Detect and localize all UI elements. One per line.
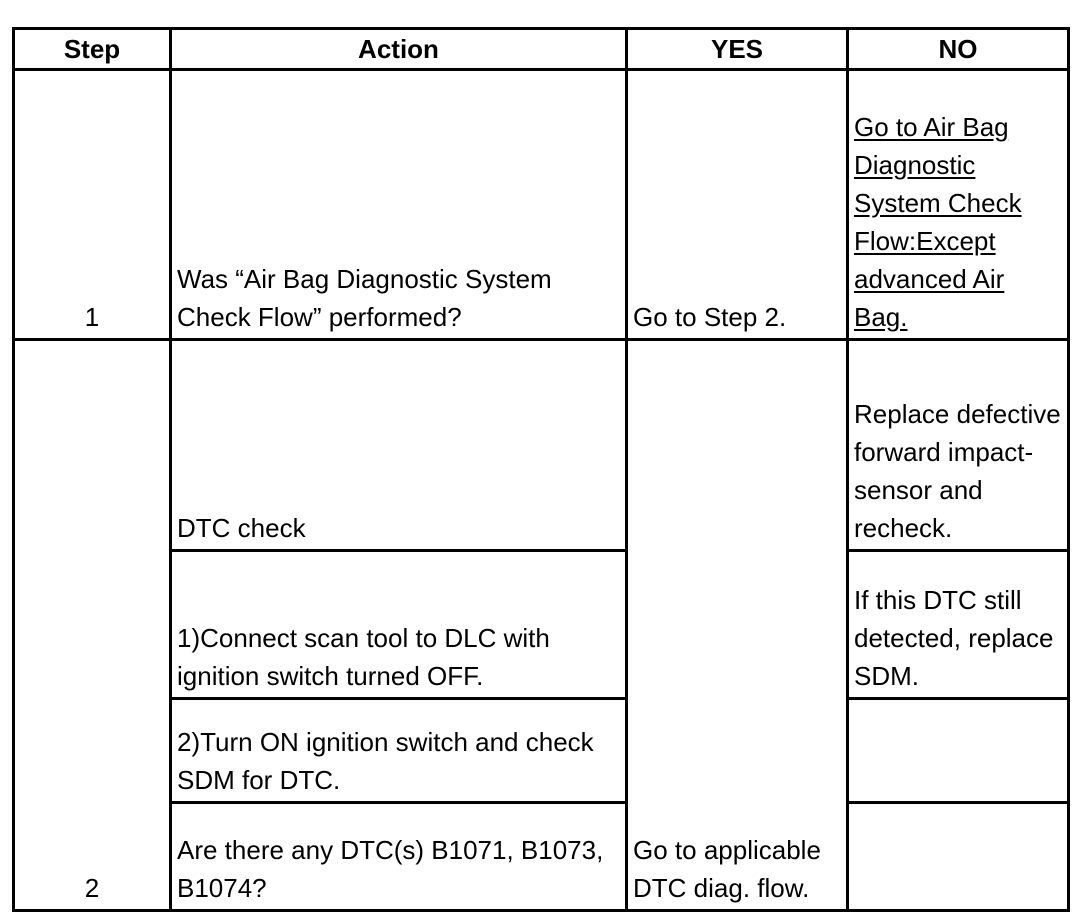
diagnostic-table xyxy=(12,27,1070,912)
no-cell xyxy=(848,699,1069,803)
table-row xyxy=(14,340,1069,551)
yes-cell: Go to applicable DTC diag. flow. xyxy=(627,340,848,911)
table-row xyxy=(14,551,1069,699)
no-cell: If this DTC still detected, replace SDM. xyxy=(848,551,1069,699)
step-number: 2 xyxy=(14,340,171,911)
header-no: NO xyxy=(848,29,1069,70)
action-cell: 2)Turn ON ignition switch and check SDM for DTC. xyxy=(171,699,627,803)
no-cell[interactable] xyxy=(848,70,1069,340)
table-row xyxy=(14,70,1069,340)
yes-cell: Go to Step 2. xyxy=(627,70,848,340)
header-step: Step xyxy=(14,29,171,70)
action-cell: Was “Air Bag Diagnostic System Check Flow” performed? xyxy=(171,70,627,340)
table-row xyxy=(14,699,1069,803)
air-bag-check-flow-link[interactable]: Go to Air Bag Diagnostic System Check Flow:Except advanced Air Bag. xyxy=(854,112,1022,332)
table-row xyxy=(14,803,1069,911)
step-number: 1 xyxy=(14,70,171,340)
action-cell: 1)Connect scan tool to DLC with ignition switch turned OFF. xyxy=(171,551,627,699)
header-yes: YES xyxy=(627,29,848,70)
no-cell xyxy=(848,803,1069,911)
header-row xyxy=(14,29,1069,70)
action-cell: Are there any DTC(s) B1071, B1073, B1074? xyxy=(171,803,627,911)
no-cell: Replace defective forward impact-sensor and recheck. xyxy=(848,340,1069,551)
header-action: Action xyxy=(171,29,627,70)
action-cell: DTC check xyxy=(171,340,627,551)
